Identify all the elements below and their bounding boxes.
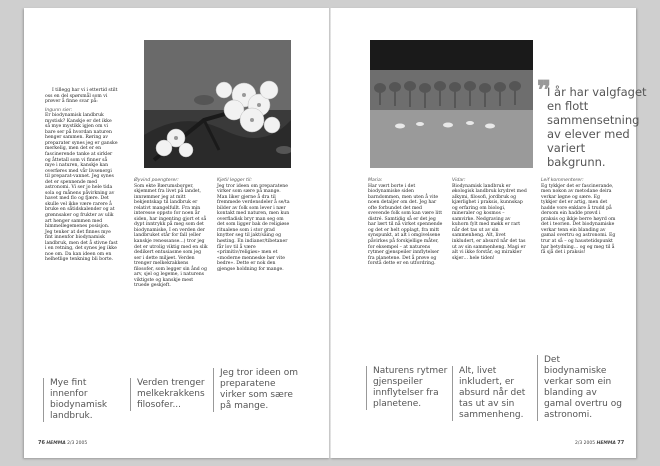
orchard-illustration [370, 40, 533, 168]
leif-heading: Leif kommenterer: [541, 178, 584, 183]
blossom-illustration [144, 40, 291, 168]
vidar-text: Biodynamisk landbruk er økologisk landbruk krydret med alkymi, filosofi, jordbruk og kjærlighet i praksis, kunnskap og erfaring om biologi, mineraler og kosmos – samvirke. Nedgraving av kuhorn fylt med møkk er rart når det tas ut av sin sammenheng. Alt, livet inkludert, er absurd når det tas ut av sin sammenheng. Magi er alt vi ikke forstår, og mirakler skjer… hele tiden! [452, 183, 527, 261]
ingunn-heading: Ingunn sier: [45, 107, 73, 113]
leif-column [541, 178, 617, 256]
pull-quote-1: Mye fint innenfor biodynamisk landbruk. [43, 378, 110, 422]
pull-quote-3: Jeg tror ideen om preparatene virker som sære på mange. [213, 368, 298, 412]
pull-quote-2: Verden trenger melkekrakkens filosofer... [130, 378, 209, 411]
orchard-photo [370, 40, 533, 168]
pull-quote-4: Naturens rytmer gjenspeiler innflytelser fra planetene. [366, 366, 449, 410]
right-page-number: 77 [617, 440, 625, 446]
oyvind-column [134, 178, 209, 289]
right-footer-logo: HEMMA [596, 441, 616, 446]
kjetil-text: Jeg tror ideen om preparatene virker som sære på mange. Man liker gjerne å dra til fremmede verdensdeler å se/ta bilder av folk som lever i nær kontakt med naturen, men kun overfladisk bryr man seg om det som ligger bak de religiøse ritualene som i stor grad knytter seg til jakt/såing og høsting. En indianer/tibetaner får lov til å være «primitiv/religiøs» men et «moderne menneske bør vite bedre». Dette er nok den gjengse holdning for mange. [217, 183, 290, 272]
left-footer [38, 440, 87, 446]
kjetil-column [217, 178, 292, 272]
spine-gutter [329, 8, 331, 458]
oyvind-heading: Øyvind poengterer: [134, 178, 179, 183]
kjetil-heading: Kjetil legger til: [217, 178, 252, 183]
maria-heading: Maria: [368, 178, 383, 183]
vidar-column [452, 178, 527, 261]
leif-text: Eg tykkjer det er fascinerande, men nokon av metodane deira verkar løgne og sære. Eg tykkjer det er artig, men det hadde vore enklare å trudd på dersom ein hadde prøvd i praksis og ikkje berre høyrd om det i teorien. Det biodynamiske verkar tenn ein blanding av gamal overtru og astronomi. Eg trur at så – og haustetidspunkt har betydning… og eg meg til å få sjå det i praksis! [541, 183, 616, 256]
ingunn-text: Er biodynamisk landbruk mystisk? Kanskje er det ikke så mye mystikk igjen om vi bare ser på hvordan naturen henger sammen. Røring av preparater synes jeg er ganske merkelig, men det er en fascinerende tanke at sirkler og åttetall som vi finner så mye i naturen, kanskje kan overføres med vår livsenergi til preparat-vannet. Jeg synes det er spennende med astronomi. Vi ser jo hele tida sola og månens påvirkning av havet med flo og fjære. Det skulle vel ikke være rarere å bruke en såtidskalender og at grønnsaker og frukter av ulik art henger sammen med himmellegemenes posisjon. Jeg tenker at det finnes mye fint innenfor biodynamisk landbruk, men det å stivne fast i en retning, det synes jeg ikke noe om. Da kan ideen om en helhetlige tenkning bli borte. [45, 113, 118, 263]
feature-pull-quote: I år har valgfaget en flott sammensetning av elever med variert bakgrunn. [547, 85, 647, 169]
vidar-heading: Vidar: [452, 178, 466, 183]
left-page-number: 76 [38, 440, 45, 446]
maria-text: Har vært borte i det biodynamiske siden barndommen, men uten å vite noen detaljer om det. Jeg har ofte forbundet det med svevende folk som kan være litt distré. Samtidig så er det jeg har lært til nå virket spennende og det er helt opplagt, fra mitt synspunkt, at alt i omgivelsene påvirkes på forskjellige måter, for eksempel – at naturens rytmer gjenspeiler innflytelser fra planetene. Det å prøve og forstå dette er en utfordring. [368, 183, 443, 267]
right-footer-issue: 2/3 2005 [575, 441, 596, 446]
maria-column [368, 178, 443, 267]
intro-text: I tillegg har vi i ettertid stilt oss en del spørsmål som vi prøver å finne svar på: [45, 88, 118, 105]
pull-quote-6: Det biodynamiske verkar som ein blanding av gamal overtru og astronomi. [537, 355, 624, 421]
right-footer [575, 440, 624, 446]
left-footer-issue: 2/3 2005 [67, 441, 88, 446]
quote-mark-icon: ❞ [537, 76, 551, 106]
apple-blossom-photo [144, 40, 291, 168]
intro-column [45, 88, 118, 263]
left-footer-logo: HEMMA [46, 441, 66, 446]
oyvind-text: Som ekte Bærumsborger, skjemmet fra livet på landet, innrømmer jeg at mitt bekjentskap til landbruk er relativt mangelfullt. Fra min interesse oppsto for noen år siden, har ingenting gjort et så dypt inntrykk på meg som det biodynamiske. I en verden der landbruket står for fall (eller kanskje renessanse...) tror jeg det er utrolig viktig med en slik dedikert entusiasme som jeg ser i dette miljøet. Verden trenger melkekrakkens filosofer, som legger sin ånd og arv, sjel og legeme, i naturens viktigste og kanskje mest truede geskjeft. [134, 183, 208, 289]
pull-quote-5: Alt, livet inkludert, er absurd når det tas ut av sin sammenheng. [452, 366, 537, 421]
